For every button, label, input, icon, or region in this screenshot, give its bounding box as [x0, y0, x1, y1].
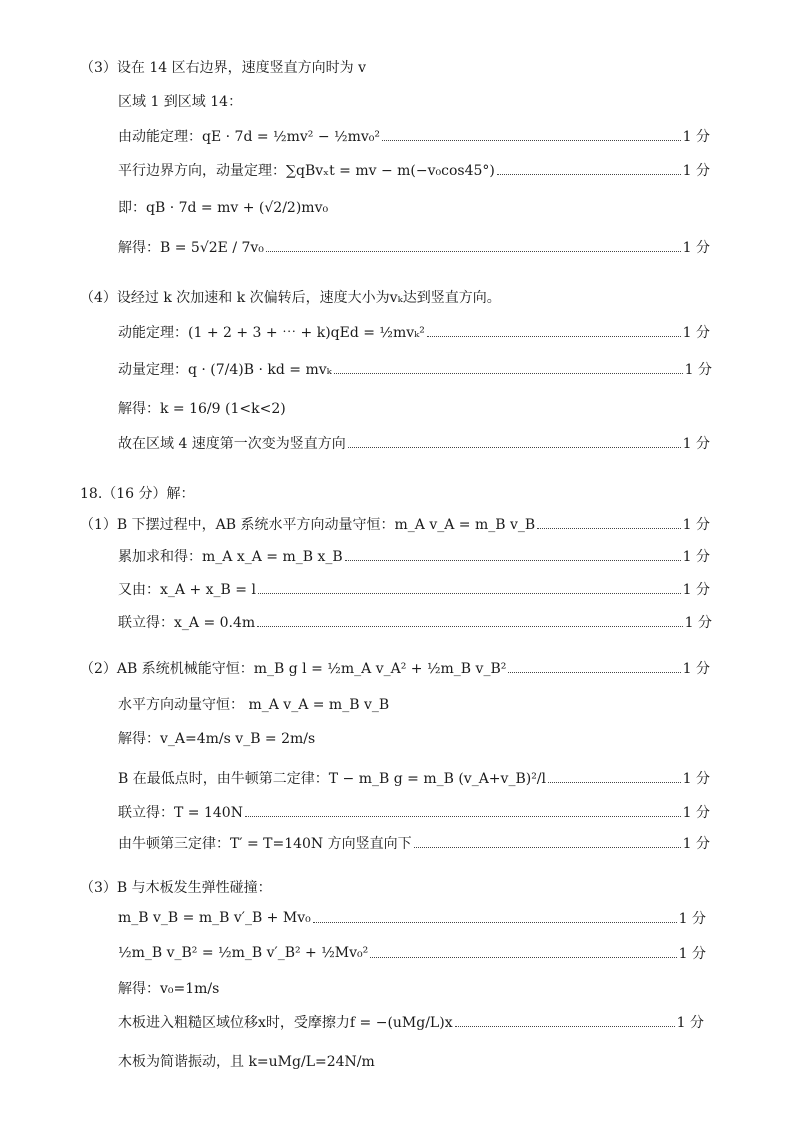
equation-line	[0, 235, 800, 259]
equation-line	[0, 656, 800, 680]
equation-line	[0, 610, 800, 634]
score-label: 1 分	[682, 240, 710, 256]
part-4-heading	[0, 285, 800, 309]
line-text: 木板进入粗糙区域位移x时，受摩擦力f = −(uMg/L)x	[118, 1015, 453, 1031]
line-text: 动量定理：q · (7/4)B · kd = mvₖ	[118, 362, 332, 378]
dotted-leader	[348, 447, 681, 448]
score-label: 1 分	[682, 805, 710, 821]
dotted-leader	[313, 922, 677, 923]
dotted-leader	[257, 626, 682, 627]
line-text: 由牛顿第三定律：T′ = T=140N 方向竖直向下	[118, 836, 412, 852]
line-text: ½m_B v_B² = ½m_B v′_B² + ½Mv₀²	[118, 945, 369, 961]
line-text: 18.（16 分）解：	[80, 486, 195, 502]
equation-line	[0, 320, 800, 344]
line-text: 即：qB · 7d = mv + (√2/2)mv₀	[118, 200, 329, 216]
equation-line	[0, 692, 800, 716]
score-label: 1 分	[682, 549, 710, 565]
line-text: （1）B 下摆过程中，AB 系统水平方向动量守恒：m_A v_A = m_B v_B	[80, 517, 536, 533]
line-text: 平行边界方向，动量定理：∑qBvₓt = mv − m(−v₀cos45°)	[118, 163, 495, 179]
region-line	[0, 89, 800, 113]
score-label: 1 分	[682, 325, 710, 341]
equation-line	[0, 766, 800, 790]
equation-line	[0, 357, 800, 381]
score-label: 1 分	[682, 582, 710, 598]
score-label: 1 分	[682, 836, 710, 852]
dotted-leader	[245, 816, 681, 817]
question-18-heading	[0, 481, 800, 505]
equation-line	[0, 726, 800, 750]
equation-line	[0, 396, 800, 420]
dotted-leader	[258, 593, 681, 594]
line-text: 水平方向动量守恒： m_A v_A = m_B v_B	[118, 697, 390, 713]
score-label: 1 分	[682, 163, 710, 179]
score-label: 1 分	[682, 661, 710, 677]
dotted-leader	[266, 251, 681, 252]
line-text: 动能定理：(1 + 2 + 3 + ⋯ + k)qEd = ½mvₖ²	[118, 325, 425, 341]
score-label: 1 分	[676, 1015, 704, 1031]
equation-line	[0, 1010, 800, 1034]
line-text: 又由：x_A + x_B = l	[118, 582, 256, 598]
line-text: 由动能定理：qE · 7d = ½mv² − ½mv₀²	[118, 129, 381, 145]
line-text: m_B v_B = m_B v′_B + Mv₀	[118, 910, 311, 926]
dotted-leader	[508, 672, 680, 673]
dotted-leader	[414, 847, 681, 848]
line-text: 故在区域 4 速度第一次变为竖直方向	[118, 436, 346, 452]
score-label: 1 分	[684, 615, 712, 631]
score-label: 1 分	[678, 946, 706, 962]
equation-line	[0, 124, 800, 148]
line-text: 解得：v_A=4m/s v_B = 2m/s	[118, 731, 316, 747]
dotted-leader	[334, 373, 683, 374]
equation-line	[0, 831, 800, 855]
line-text: B 在最低点时，由牛顿第二定律：T − m_B g = m_B (v_A+v_B)²/l	[118, 771, 547, 787]
part-3-heading	[0, 875, 800, 899]
equation-line	[0, 544, 800, 568]
line-text: 累加求和得：m_A x_A = m_B x_B	[118, 549, 343, 565]
equation-line	[0, 512, 800, 536]
equation-line	[0, 941, 800, 965]
equation-line	[0, 577, 800, 601]
score-label: 1 分	[682, 436, 710, 452]
line-text: （3）设在 14 区右边界，速度竖直方向时为 v	[80, 60, 366, 76]
line-text: （3）B 与木板发生弹性碰撞：	[80, 880, 272, 896]
equation-line	[0, 195, 800, 219]
line-text: （2）AB 系统机械能守恒：m_B g l = ½m_A v_A² + ½m_B v_B²	[80, 661, 507, 677]
line-text: 解得：k = 16/9 (1<k<2)	[118, 401, 286, 417]
score-label: 1 分	[682, 517, 710, 533]
score-label: 1 分	[684, 362, 712, 378]
line-text: 联立得：T = 140N	[118, 805, 243, 821]
part-3-heading	[0, 55, 800, 79]
equation-line	[0, 158, 800, 182]
dotted-leader	[382, 140, 681, 141]
equation-line	[0, 1049, 800, 1073]
line-text: 联立得：x_A = 0.4m	[118, 615, 256, 631]
equation-line	[0, 976, 800, 1000]
equation-line	[0, 800, 800, 824]
score-label: 1 分	[682, 129, 710, 145]
dotted-leader	[537, 528, 680, 529]
dotted-leader	[427, 336, 681, 337]
score-label: 1 分	[678, 911, 706, 927]
dotted-leader	[370, 957, 676, 958]
dotted-leader	[345, 560, 681, 561]
line-text: 区域 1 到区域 14：	[118, 94, 243, 110]
score-label: 1 分	[682, 771, 710, 787]
dotted-leader	[548, 782, 681, 783]
dotted-leader	[455, 1026, 675, 1027]
line-text: 木板为简谐振动，且 k=uMg/L=24N/m	[118, 1054, 375, 1070]
line-text: （4）设经过 k 次加速和 k 次偏转后，速度大小为vₖ达到竖直方向。	[80, 290, 501, 306]
line-text: 解得：B = 5√2E / 7v₀	[118, 240, 264, 256]
line-text: 解得：v₀=1m/s	[118, 981, 220, 997]
dotted-leader	[497, 174, 681, 175]
conclusion-line	[0, 431, 800, 455]
equation-line	[0, 906, 800, 930]
